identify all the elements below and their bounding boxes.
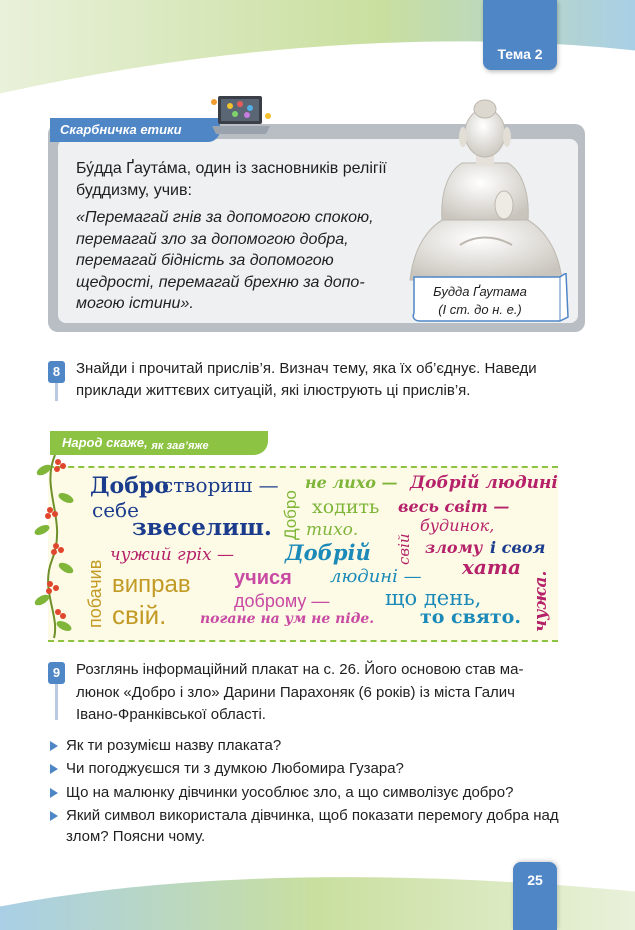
proverb-word: ходить — [312, 496, 380, 518]
proverb-word: і своя — [490, 538, 546, 557]
task-number-badge: 8 — [48, 361, 65, 383]
task-bar — [55, 383, 58, 401]
proverb-word: побачив — [85, 559, 105, 628]
ethics-title: Скарбничка етики — [60, 122, 182, 137]
proverb-word: Добрій — [285, 540, 371, 565]
proverb-word: створиш — — [162, 473, 279, 497]
proverb-word: тихо. — [306, 520, 359, 540]
proverb-word: свій. — [112, 600, 167, 630]
buddha-quote: «Перемагай гнів за допомогою спокою, перемагай зло за допомогою добра, перемагай бідність за допомогою щедрості, перемагай брехню за допомогою істини». — [76, 209, 374, 312]
theme-tab — [483, 0, 557, 70]
proverb-header-tab — [50, 431, 268, 455]
ethics-title-tab — [50, 118, 220, 142]
task-9-text: Розглянь інформаційний плакат на с. 26. Його основою став малюнок «Добро і зло» Дарини Парахоняк (6 років) із міста Галич Івано-Франківської області. — [76, 661, 524, 723]
ethics-intro: Бу́дда Ґаута́ма, один із засновників релігії буддизму, учив: — [76, 160, 387, 199]
bullet-arrow-icon — [50, 811, 58, 821]
proverb-word: весь світ — — [398, 497, 510, 516]
proverb-word: звеселиш. — [132, 514, 272, 541]
proverb-word: виправ — [112, 571, 191, 598]
task-bar — [55, 684, 58, 720]
proverb-word: погане на ум не піде. — [200, 611, 375, 627]
page-number: 25 — [527, 872, 543, 888]
proverb-word: Добро — [281, 490, 300, 540]
proverb-word: не лихо — — [305, 473, 398, 492]
proverb-word: будинок, — [420, 516, 495, 535]
statue-caption-name: Будда Ґаутама — [433, 284, 527, 299]
task-number-badge: 9 — [48, 662, 65, 684]
bullet-arrow-icon — [50, 741, 58, 751]
proverb-word: свій — [395, 533, 413, 565]
proverb-word: учися — [234, 567, 292, 589]
proverb-word: хата — [462, 555, 522, 579]
bullet-arrow-icon — [50, 764, 58, 774]
proverb-header-tail: як зав’яже — [151, 440, 209, 452]
proverb-word: Добрій людині — [410, 473, 558, 493]
theme-label: Тема 2 — [497, 46, 543, 62]
question-item: Чи погоджуєшся ти з думкою Любомира Гузара? — [66, 760, 404, 777]
proverb-word: людині — — [330, 566, 422, 587]
proverb-word: то свято. — [420, 606, 521, 628]
statue-caption-date: (І ст. до н. е.) — [438, 302, 522, 317]
rowan-branch-decoration — [30, 450, 80, 640]
question-item: Як ти розумієш назву плаката? — [66, 737, 282, 754]
proverb-word: Добро — [90, 473, 169, 499]
bullet-arrow-icon — [50, 788, 58, 798]
proverb-word: чужа. — [531, 570, 551, 632]
laptop-icon — [210, 92, 272, 136]
proverb-word: злому — [425, 538, 483, 557]
question-item: Який символ використала дівчинка, щоб показати перемогу добра над злом? Поясни чому. — [66, 807, 559, 845]
task-8-text: Знайди і прочитай прислів’я. Визнач тему, яка їх об’єднує. Наведи приклади життєвих ситуацій, які ілюструють ці прислів’я. — [76, 360, 537, 399]
page-number-tab — [513, 862, 557, 930]
proverb-header-main: Народ скаже, — [62, 435, 148, 450]
proverb-word: себе — [92, 498, 139, 522]
question-item: Що на малюнку дівчинки уособлює зло, а що символізує добро? — [66, 784, 514, 801]
caption-banner — [410, 273, 570, 325]
proverb-word: що день, — [385, 586, 482, 610]
proverb-word: чужий гріх — — [110, 545, 234, 565]
proverb-word: доброму — — [234, 591, 330, 611]
buddha-statue-image — [400, 95, 570, 290]
